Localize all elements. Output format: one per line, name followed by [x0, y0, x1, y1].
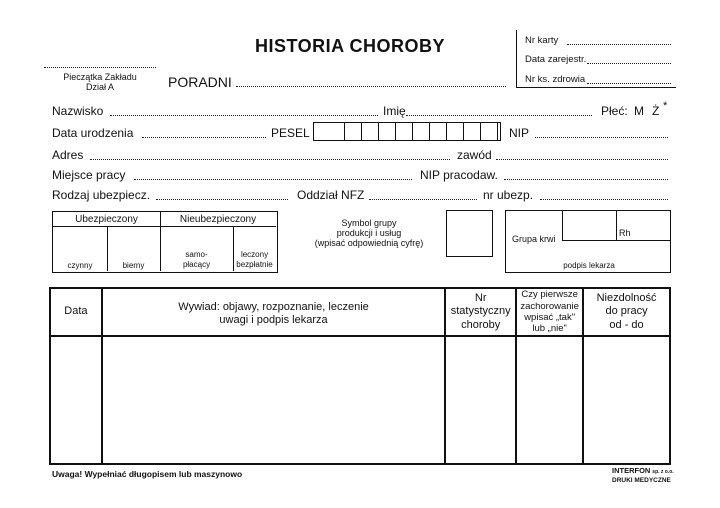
- oddzial-nfz-label: Oddział NFZ: [297, 188, 365, 202]
- rodzaj-ubezpiecz-label: Rodzaj ubezpiecz.: [52, 188, 151, 202]
- samoplacacy-option-line1[interactable]: samo-: [185, 250, 208, 259]
- pesel-grid[interactable]: [313, 122, 501, 141]
- leczony-bezplatnie-option-line1[interactable]: leczony: [240, 250, 269, 259]
- stamp-line: [44, 67, 156, 68]
- poradni-field[interactable]: [236, 86, 506, 87]
- col-header-niezdolnosc: Niezdolność do pracy od - do: [583, 288, 670, 336]
- nr-karty-label: Nr karty: [525, 35, 559, 46]
- cell-data[interactable]: [50, 336, 102, 464]
- plec-z-option[interactable]: Ż: [652, 104, 660, 118]
- nr-ks-zdrowia-label: Nr ks. zdrowia: [525, 74, 586, 85]
- publisher-brand: [612, 466, 674, 486]
- blood-group-box: [505, 210, 671, 273]
- brand-line2: DRUKI MEDYCZNE: [612, 477, 671, 485]
- insurance-status-box: [52, 211, 278, 273]
- adres-field[interactable]: [90, 159, 450, 160]
- pesel-label: PESEL: [271, 126, 310, 140]
- symbol-grupy-line3: (wpisać odpowiednią cyfrę): [314, 238, 424, 248]
- nr-ks-zdrowia-field[interactable]: [587, 83, 671, 84]
- nieubezpieczony-header: Nieubezpieczony: [179, 214, 257, 225]
- cell-wywiad[interactable]: [102, 336, 445, 464]
- podpis-lekarza-label: podpis lekarza: [563, 261, 615, 270]
- data-urodzenia-field[interactable]: [142, 137, 266, 138]
- data-zarejestr-field[interactable]: [587, 63, 671, 64]
- imie-field[interactable]: [406, 115, 592, 116]
- col-header-czy-pierwsze: Czy pierwsze zachorowanie wpisać „tak" lub „nie": [516, 288, 583, 336]
- poradni-label: PORADNI: [168, 74, 232, 90]
- col-header-wywiad: Wywiad: objawy, rozpoznanie, leczenie uwagi i podpis lekarza: [102, 288, 445, 336]
- imie-label: Imię: [383, 104, 406, 118]
- stamp-label-1: Pieczątka Zakładu: [63, 72, 137, 82]
- czynny-option[interactable]: czynny: [67, 261, 93, 270]
- miejsce-pracy-field[interactable]: [134, 179, 412, 180]
- nazwisko-label: Nazwisko: [52, 104, 104, 118]
- col-header-nr-statystyczny: Nr statystyczny choroby: [445, 288, 516, 336]
- medical-history-table: [49, 287, 671, 465]
- grupa-krwi-label: Grupa krwi: [512, 234, 556, 244]
- symbol-grupy-line1: Symbol grupy: [341, 218, 397, 228]
- form-title: HISTORIA CHOROBY: [254, 36, 445, 56]
- nr-ubezp-label: nr ubezp.: [483, 188, 534, 202]
- nip-label: NIP: [509, 126, 530, 140]
- table-body-row: [50, 336, 670, 464]
- cell-czy-pierwsze[interactable]: [516, 336, 583, 464]
- cell-nr-statystyczny[interactable]: [445, 336, 516, 464]
- nr-karty-field[interactable]: [567, 44, 671, 45]
- nip-field[interactable]: [535, 137, 668, 138]
- zawod-label: zawód: [457, 148, 492, 162]
- brand-name: INTERFON: [612, 466, 651, 475]
- oddzial-nfz-field[interactable]: [369, 199, 477, 200]
- rh-label: Rh: [619, 228, 631, 238]
- nazwisko-field[interactable]: [110, 115, 378, 116]
- stamp-label-2: Dział A: [85, 82, 114, 92]
- plec-m-option[interactable]: M: [634, 104, 644, 118]
- ubezpieczony-header: Ubezpieczony: [75, 214, 138, 225]
- zawod-field[interactable]: [496, 159, 668, 160]
- nr-ubezp-field[interactable]: [540, 199, 668, 200]
- col-header-data: Data: [50, 288, 102, 336]
- table-header-row: [50, 288, 670, 336]
- registration-box: [516, 30, 676, 88]
- data-zarejestr-label: Data zarejestr.: [525, 54, 587, 65]
- rodzaj-ubezpiecz-field[interactable]: [156, 199, 288, 200]
- plec-label: Płeć:: [601, 104, 628, 118]
- samoplacacy-option-line2[interactable]: płacący: [182, 260, 211, 269]
- bierny-option[interactable]: bierny: [122, 261, 145, 270]
- adres-label: Adres: [52, 148, 84, 162]
- brand-suffix: sp. z o.o.: [652, 469, 674, 475]
- symbol-grupy-box[interactable]: [446, 210, 493, 257]
- leczony-bezplatnie-option-line2[interactable]: bezpłatnie: [236, 260, 273, 269]
- cell-niezdolnosc[interactable]: [583, 336, 670, 464]
- blood-type-cells[interactable]: [562, 210, 670, 241]
- miejsce-pracy-label: Miejsce pracy: [52, 168, 126, 182]
- nip-pracodaw-label: NIP pracodaw.: [420, 168, 498, 182]
- plec-footnote-mark: *: [663, 100, 668, 112]
- nip-pracodaw-field[interactable]: [504, 179, 668, 180]
- data-urodzenia-label: Data urodzenia: [52, 126, 134, 140]
- footer-note: Uwaga! Wypełniać długopisem lub maszynowo: [52, 469, 243, 479]
- symbol-grupy-line2: produkcji i usług: [336, 228, 402, 238]
